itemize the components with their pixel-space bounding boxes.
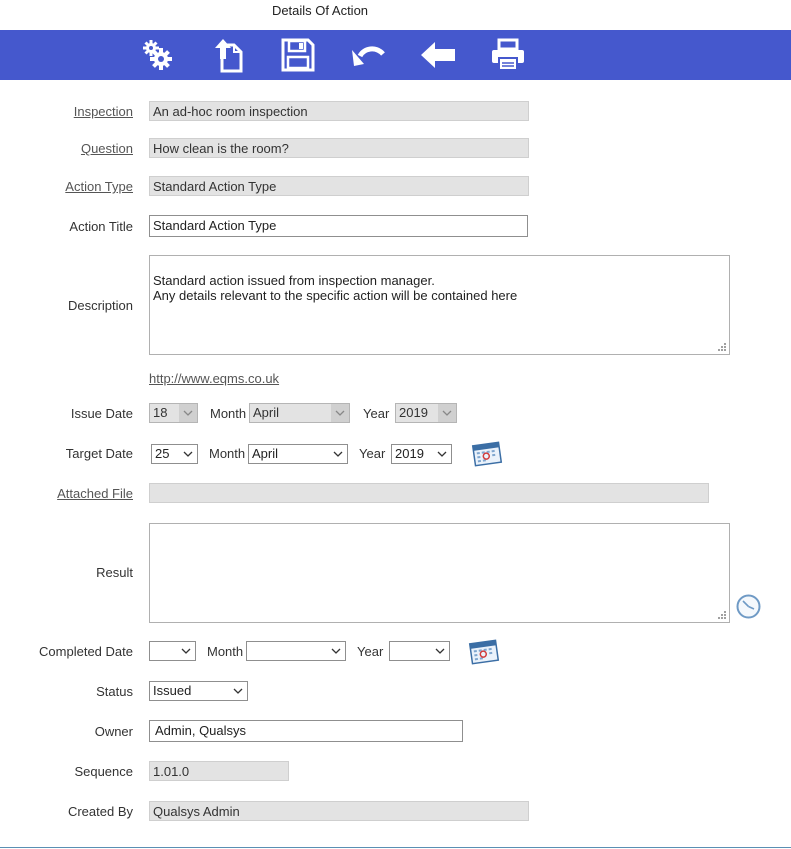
sequence-label: Sequence (74, 764, 133, 779)
sequence-field: 1.01.0 (149, 761, 289, 781)
save-button[interactable] (278, 36, 318, 74)
completed-day-select[interactable] (149, 641, 196, 661)
chevron-down-icon (181, 646, 191, 656)
completed-year-label: Year (357, 644, 384, 659)
action-type-field: Standard Action Type (149, 176, 529, 196)
result-textarea[interactable] (149, 523, 730, 623)
upload-file-icon (212, 37, 246, 73)
chevron-down-icon (333, 449, 343, 459)
question-label[interactable]: Question (80, 141, 133, 156)
undo-arrow-icon (350, 40, 386, 70)
action-title-input[interactable]: Standard Action Type (149, 215, 528, 237)
target-date-label: Target Date (65, 446, 133, 461)
calendar-icon[interactable] (471, 441, 503, 467)
resize-grip-icon[interactable] (717, 610, 726, 619)
attached-file-label[interactable]: Attached File (57, 486, 133, 501)
target-year-label: Year (359, 446, 386, 461)
issue-year-select[interactable]: 2019 (395, 403, 457, 423)
settings-button[interactable] (138, 36, 178, 74)
completed-month-label: Month (207, 644, 244, 659)
completed-year-select[interactable] (389, 641, 450, 661)
gears-icon (139, 37, 177, 73)
upload-button[interactable] (209, 36, 249, 74)
inspection-field: An ad-hoc room inspection (149, 101, 529, 121)
target-year-select[interactable]: 2019 (391, 444, 452, 464)
toolbar (0, 30, 791, 80)
attached-file-field (149, 483, 709, 503)
description-text: Standard action issued from inspection manager. Any details relevant to the specific action will be contained here (153, 273, 518, 303)
chevron-down-icon (437, 449, 447, 459)
owner-input[interactable]: Admin, Qualsys (149, 720, 463, 742)
chevron-down-icon (435, 646, 445, 656)
target-month-select[interactable]: April (248, 444, 348, 464)
floppy-disk-icon (281, 38, 315, 72)
completed-date-label: Completed Date (39, 644, 133, 659)
result-label: Result (96, 565, 133, 580)
issue-month-label: Month (210, 406, 247, 421)
created-by-label: Created By (67, 804, 133, 819)
page-title: Details Of Action (271, 3, 369, 18)
resize-grip-icon[interactable] (717, 342, 726, 351)
chevron-down-icon (331, 646, 341, 656)
question-field: How clean is the room? (149, 138, 529, 158)
chevron-down-icon (233, 686, 243, 696)
description-textarea[interactable] (149, 255, 730, 355)
calendar-icon[interactable] (468, 639, 500, 665)
owner-label: Owner (94, 724, 133, 739)
bottom-divider (0, 847, 791, 848)
action-title-label: Action Title (69, 219, 133, 234)
chevron-down-icon (183, 449, 193, 459)
issue-day-select[interactable]: 18 (149, 403, 198, 423)
website-link[interactable]: http://www.eqms.co.uk (149, 371, 280, 386)
issue-date-label: Issue Date (70, 406, 133, 421)
description-label: Description (67, 298, 133, 313)
action-type-label[interactable]: Action Type (65, 179, 133, 194)
chevron-down-icon (335, 408, 345, 418)
printer-icon (490, 38, 526, 72)
inspection-label[interactable]: Inspection (73, 104, 133, 119)
status-select[interactable]: Issued (149, 681, 248, 701)
clock-icon[interactable] (735, 593, 762, 620)
back-button[interactable] (418, 36, 458, 74)
chevron-down-icon (183, 408, 193, 418)
completed-month-select[interactable] (246, 641, 346, 661)
undo-button[interactable] (348, 36, 388, 74)
target-month-label: Month (209, 446, 246, 461)
issue-year-label: Year (363, 406, 390, 421)
target-day-select[interactable]: 25 (151, 444, 198, 464)
created-by-field: Qualsys Admin (149, 801, 529, 821)
print-button[interactable] (488, 36, 528, 74)
back-arrow-icon (419, 40, 457, 70)
status-label: Status (96, 684, 133, 699)
chevron-down-icon (442, 408, 452, 418)
issue-month-select[interactable]: April (249, 403, 350, 423)
